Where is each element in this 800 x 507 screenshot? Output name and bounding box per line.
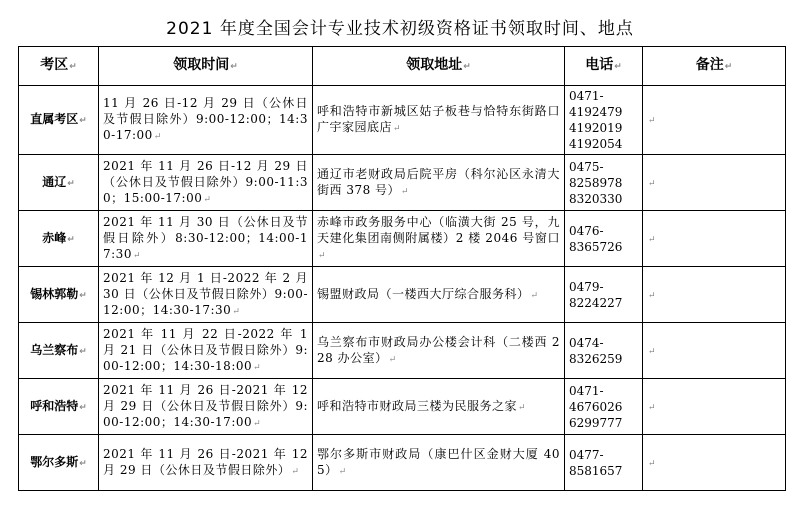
note-cell: ↵: [643, 155, 786, 211]
header-note: 备注↵: [643, 47, 786, 86]
address-cell: 呼和浩特市新城区姑子板巷与恰特东街路口广宇家园底店↵: [313, 86, 565, 155]
table-row: [19, 435, 786, 491]
phone-cell: 0476- 8365726: [565, 211, 643, 267]
time-cell: 2021 年 11 月 30 日（公休日及节假日除外）8:30-12:00；14:00-17:30↵: [99, 211, 313, 267]
header-row: [19, 47, 786, 86]
phone-cell: 0471- 4192479 4192019 4192054: [565, 86, 643, 155]
note-cell: ↵: [643, 435, 786, 491]
phone-cell: 0471- 4676026 6299777: [565, 379, 643, 435]
address-cell: 鄂尔多斯市财政局（康巴什区金财大厦 405）↵: [313, 435, 565, 491]
header-region: 考区↵: [19, 47, 99, 86]
time-cell: 2021 年 12 月 1 日-2022 年 2 月 30 日（公休日及节假日除外）9:00-12:00；14:30-17:30↵: [99, 267, 313, 323]
address-cell: 呼和浩特市财政局三楼为民服务之家↵: [313, 379, 565, 435]
table-row: [19, 267, 786, 323]
table-row: [19, 86, 786, 155]
time-cell: 2021 年 11 月 22 日-2022 年 1 月 21 日（公休日及节假日除外）9:00-12:00；14:30-18:00↵: [99, 323, 313, 379]
address-cell: 锡盟财政局（一楼西大厅综合服务科）↵: [313, 267, 565, 323]
table-row: [19, 379, 786, 435]
region-cell: 通辽↵: [19, 155, 99, 211]
table-row: [19, 155, 786, 211]
address-cell: 通辽市老财政局后院平房（科尔沁区永清大街西 378 号）↵: [313, 155, 565, 211]
region-cell: 锡林郭勒↵: [19, 267, 99, 323]
note-cell: ↵: [643, 379, 786, 435]
region-cell: 鄂尔多斯↵: [19, 435, 99, 491]
phone-cell: 0475- 8258978 8320330: [565, 155, 643, 211]
table-row: [19, 211, 786, 267]
document-title: 2021 年度全国会计专业技术初级资格证书领取时间、地点: [166, 19, 634, 39]
phone-cell: 0479- 8224227: [565, 267, 643, 323]
note-cell: ↵: [643, 86, 786, 155]
address-cell: 乌兰察布市财政局办公楼会计科（二楼西 228 办公室）↵: [313, 323, 565, 379]
time-cell: 11 月 26 日-12 月 29 日（公休日及节假日除外）9:00-12:00；14:30-17:00↵: [99, 86, 313, 155]
region-cell: 赤峰↵: [19, 211, 99, 267]
note-cell: ↵: [643, 267, 786, 323]
header-address: 领取地址↵: [313, 47, 565, 86]
address-cell: 赤峰市政务服务中心（临潢大街 25 号，九天建化集团南侧附属楼）2 楼 2046 号窗口↵: [313, 211, 565, 267]
region-cell: 呼和浩特↵: [19, 379, 99, 435]
table-row: [19, 323, 786, 379]
note-cell: ↵: [643, 323, 786, 379]
header-phone: 电话↵: [565, 47, 643, 86]
time-cell: 2021 年 11 月 26 日-2021 年 12 月 29 日（公休日及节假日除外）9:00-12:00；14:30-17:00↵: [99, 379, 313, 435]
region-cell: 乌兰察布↵: [19, 323, 99, 379]
note-cell: ↵: [643, 211, 786, 267]
phone-cell: 0477- 8581657: [565, 435, 643, 491]
time-cell: 2021 年 11 月 26 日-12 月 29 日（公休日及节假日除外）9:00-11:30；15:00-17:00↵: [99, 155, 313, 211]
certificate-table: [18, 46, 786, 491]
time-cell: 2021 年 11 月 26 日-2021 年 12 月 29 日（公休日及节假日除外）↵: [99, 435, 313, 491]
phone-cell: 0474- 8326259: [565, 323, 643, 379]
header-time: 领取时间↵: [99, 47, 313, 86]
region-cell: 直属考区↵: [19, 86, 99, 155]
